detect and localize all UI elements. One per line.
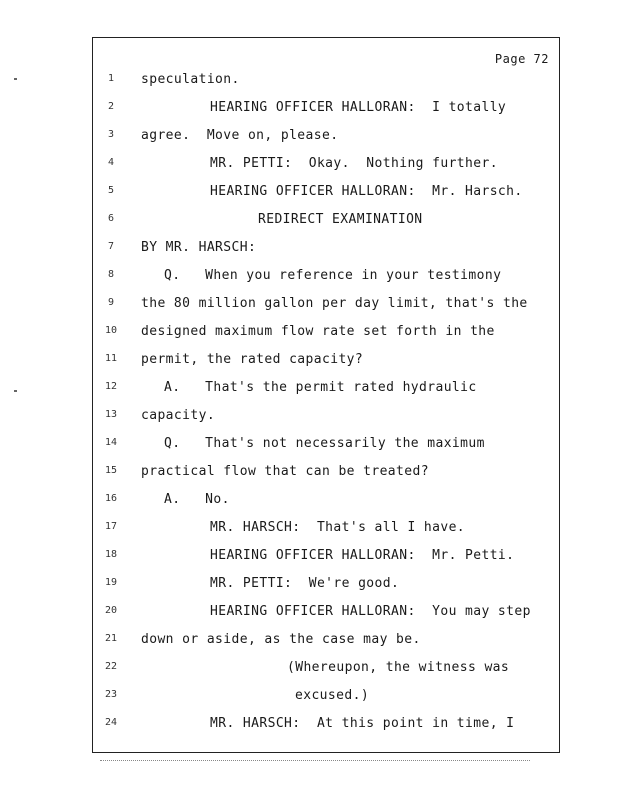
scan-speck <box>14 390 17 392</box>
line-number: 21 <box>104 633 118 644</box>
line-number: 13 <box>104 409 118 420</box>
transcript-line: MR. HARSCH: That's all I have. <box>210 520 466 535</box>
transcript-line: capacity. <box>141 408 216 423</box>
line-number: 19 <box>104 577 118 588</box>
transcript-line: speculation. <box>141 72 240 87</box>
line-number: 6 <box>107 213 115 224</box>
line-number: 16 <box>104 493 118 504</box>
line-number: 4 <box>107 157 115 168</box>
transcript-line: MR. HARSCH: At this point in time, I <box>210 716 515 731</box>
line-number: 20 <box>104 605 118 616</box>
line-number: 1 <box>107 73 115 84</box>
transcript-line: HEARING OFFICER HALLORAN: You may step <box>210 604 531 619</box>
line-number: 15 <box>104 465 118 476</box>
line-number: 24 <box>104 717 118 728</box>
transcript-line: HEARING OFFICER HALLORAN: I totally <box>210 100 507 115</box>
transcript-line: (Whereupon, the witness was <box>287 660 510 675</box>
transcript-line: A. No. <box>164 492 230 507</box>
transcript-line: Q. When you reference in your testimony <box>164 268 502 283</box>
line-number: 11 <box>104 353 118 364</box>
line-number: 5 <box>107 185 115 196</box>
transcript-line: HEARING OFFICER HALLORAN: Mr. Petti. <box>210 548 515 563</box>
transcript-line: MR. PETTI: Okay. Nothing further. <box>210 156 498 171</box>
line-number: 10 <box>104 325 118 336</box>
transcript-line: A. That's the permit rated hydraulic <box>164 380 477 395</box>
line-number: 12 <box>104 381 118 392</box>
transcript-line: Q. That's not necessarily the maximum <box>164 436 485 451</box>
scan-speck <box>14 78 17 80</box>
transcript-line: permit, the rated capacity? <box>141 352 364 367</box>
transcript-line: practical flow that can be treated? <box>141 464 429 479</box>
transcript-line: down or aside, as the case may be. <box>141 632 421 647</box>
line-number: 3 <box>107 129 115 140</box>
transcript-line: excused.) <box>295 688 370 703</box>
line-number: 9 <box>107 297 115 308</box>
page-number: Page 72 <box>494 52 549 66</box>
transcript-line: designed maximum flow rate set forth in the <box>141 324 495 339</box>
transcript-line: MR. PETTI: We're good. <box>210 576 400 591</box>
line-number: 17 <box>104 521 118 532</box>
line-number: 7 <box>107 241 115 252</box>
line-number: 23 <box>104 689 118 700</box>
transcript-line: the 80 million gallon per day limit, that's the <box>141 296 528 311</box>
line-number: 14 <box>104 437 118 448</box>
line-number: 2 <box>107 101 115 112</box>
line-number: 18 <box>104 549 118 560</box>
line-number: 8 <box>107 269 115 280</box>
line-number: 22 <box>104 661 118 672</box>
transcript-line: agree. Move on, please. <box>141 128 339 143</box>
transcript-line: BY MR. HARSCH: <box>141 240 257 255</box>
transcript-line: HEARING OFFICER HALLORAN: Mr. Harsch. <box>210 184 523 199</box>
scan-noise-line <box>100 760 530 763</box>
section-heading: REDIRECT EXAMINATION <box>258 212 423 227</box>
